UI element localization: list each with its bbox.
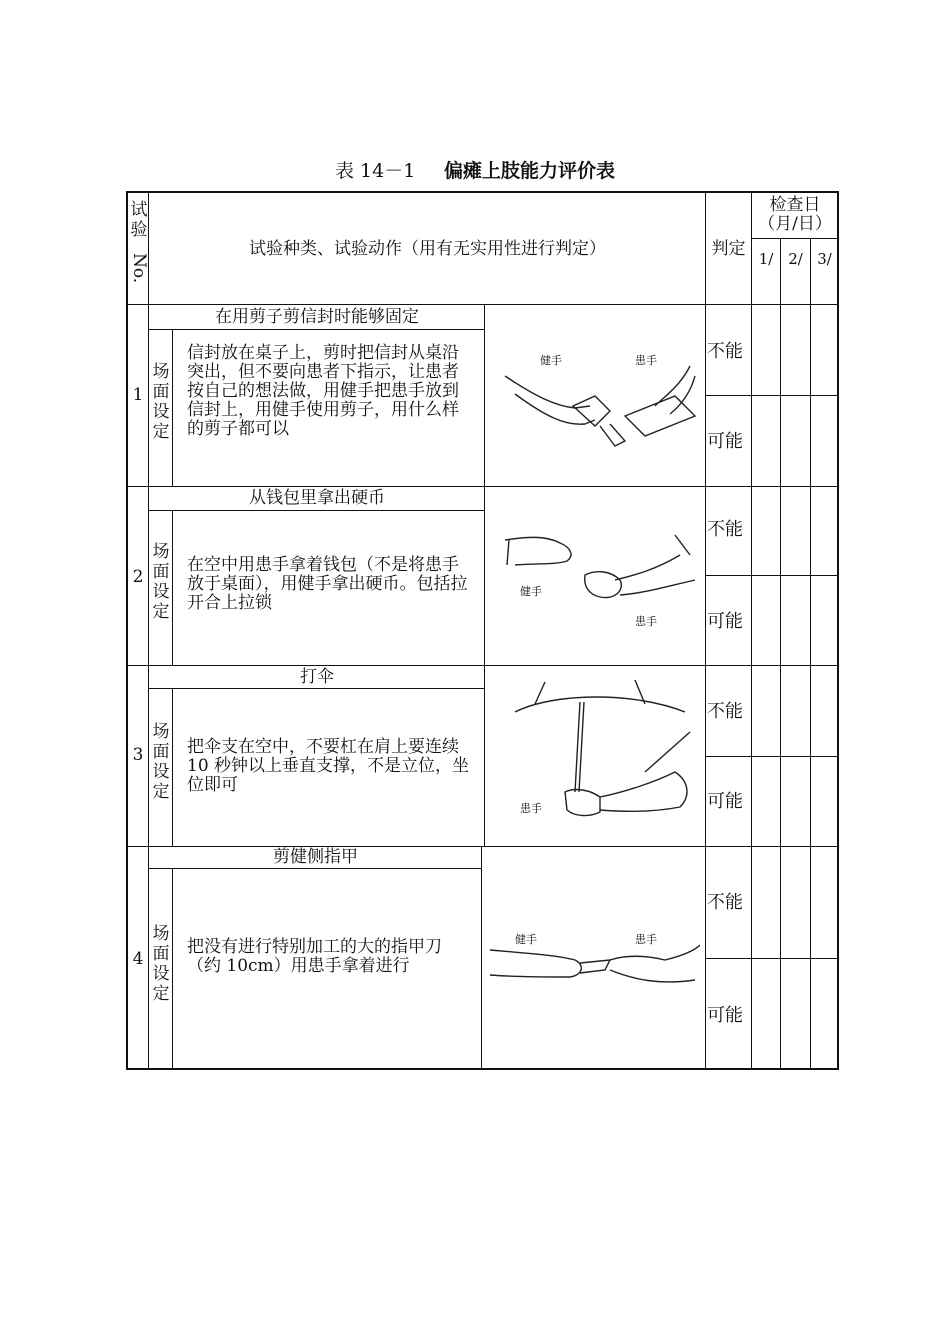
envelope-cutting-illustration: 健手 患手 bbox=[495, 336, 700, 456]
test-name: 从钱包里拿出硬币 bbox=[249, 488, 385, 508]
test-description: 信封放在桌子上，剪时把信封从桌沿突出，但不要向患者下指示，让患者按自己的想法做，用健手把患手放到信封上，用健手使用剪子，用什么样的剪子都可以 bbox=[187, 343, 459, 439]
test-description: 把伞支在空中，不要杠在肩上要连续 10 秒钟以上垂直支撑，不是立位，坐位即可 bbox=[187, 737, 470, 795]
table-number: 表 14－1 bbox=[335, 160, 416, 182]
judge-cannot: 不能 bbox=[707, 701, 743, 722]
table-title bbox=[0, 156, 950, 183]
judge-can: 可能 bbox=[707, 791, 743, 812]
scene-label: 场 面 设 定 bbox=[152, 542, 170, 622]
wallet-coin-illustration: 健手 患手 bbox=[495, 525, 700, 635]
header-judge-label: 判定 bbox=[711, 239, 746, 259]
nail-clipping-illustration: 健手 患手 bbox=[485, 925, 700, 1005]
test-description: 在空中用患手拿着钱包（不是将患手放于桌面），用健手拿出硬币。包括拉开合上拉锁 bbox=[187, 555, 468, 613]
judge-can: 可能 bbox=[707, 611, 743, 632]
umbrella-illustration: 患手 bbox=[495, 672, 700, 832]
test-name: 打伞 bbox=[300, 667, 334, 687]
judge-cannot: 不能 bbox=[707, 892, 743, 913]
row-number: 3 bbox=[132, 745, 144, 765]
test-description: 把没有进行特别加工的大的指甲刀（约 10cm）用患手拿着进行 bbox=[187, 937, 442, 976]
scene-label: 场 面 设 定 bbox=[152, 924, 170, 1004]
judge-can: 可能 bbox=[707, 431, 743, 452]
date-col-2: 2/ bbox=[788, 250, 803, 268]
test-name: 剪健侧指甲 bbox=[273, 847, 358, 867]
date-col-3: 3/ bbox=[817, 250, 832, 268]
judge-cannot: 不能 bbox=[707, 341, 743, 362]
row-number: 2 bbox=[132, 567, 144, 587]
scene-label: 场 面 设 定 bbox=[152, 362, 170, 442]
date-col-1: 1/ bbox=[758, 250, 774, 268]
header-no-label: 试 验 No. bbox=[129, 200, 149, 284]
table-title-text: 偏瘫上肢能力评价表 bbox=[443, 160, 615, 182]
row-number: 4 bbox=[132, 949, 144, 969]
test-name: 在用剪子剪信封时能够固定 bbox=[215, 307, 419, 327]
row-number: 1 bbox=[132, 385, 144, 405]
judge-cannot: 不能 bbox=[707, 519, 743, 540]
judge-can: 可能 bbox=[707, 1005, 743, 1026]
scene-label: 场 面 设 定 bbox=[152, 722, 170, 802]
header-check-date: 检查日 （月/日） bbox=[758, 195, 832, 234]
header-content-label: 试验种类、试验动作（用有无实用性进行判定） bbox=[249, 239, 606, 259]
